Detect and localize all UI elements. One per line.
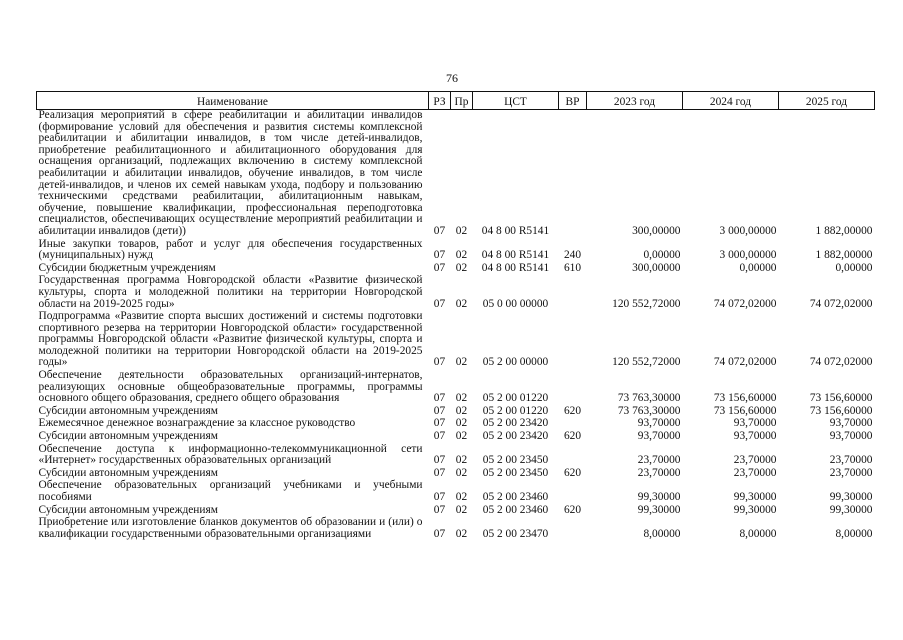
row-2024: 74 072,02000 — [713, 297, 777, 310]
row-cst: 04 8 00 R5141 — [481, 224, 550, 237]
row-2025: 74 072,02000 — [809, 356, 873, 369]
row-name: Субсидии автономным учреждениям — [38, 404, 218, 417]
row-pr: 02 — [455, 417, 468, 430]
row-rz: 07 — [433, 527, 446, 540]
row-rz: 07 — [433, 392, 446, 405]
row-2025: 73 156,60000 — [809, 404, 873, 417]
table-row — [37, 480, 875, 504]
row-rz: 07 — [433, 224, 446, 237]
row-cst: 05 2 00 00000 — [482, 356, 549, 369]
row-vr — [559, 370, 587, 406]
row-cst: 05 0 00 00000 — [482, 297, 549, 310]
table-row — [37, 370, 875, 406]
row-pr: 02 — [455, 356, 468, 369]
row-name: Подпрограмма «Развитие спорта высших достижений и системы подготовки спортивного резерва на территории Новгородской области» государственной программы Новгородской области «Развитие физической культуры, спорта и молодежной политики на территории Новгородской области на 2019-2025 годы» — [38, 310, 423, 369]
header-vr: ВР — [559, 92, 587, 110]
row-pr: 02 — [455, 491, 468, 503]
row-vr: 620 — [563, 466, 582, 479]
row-vr — [559, 311, 587, 370]
row-2024: 73 156,60000 — [713, 392, 777, 405]
row-cst: 05 2 00 23420 — [482, 430, 549, 443]
table-row — [37, 275, 875, 311]
row-pr: 02 — [455, 249, 468, 262]
row-name: Субсидии автономным учреждениям — [38, 503, 218, 516]
row-cst: 05 2 00 23470 — [482, 527, 549, 540]
row-cst: 05 2 00 23450 — [482, 466, 549, 479]
table-row — [37, 517, 875, 541]
row-2024: 3 000,00000 — [719, 249, 777, 262]
header-name: Наименование — [37, 92, 429, 110]
row-name: Обеспечение деятельности образовательных организаций-интернатов, реализующих основные общеобразовательные программы, программы основного общего образования, среднего общего образования — [38, 369, 423, 405]
table-header — [37, 92, 875, 110]
row-vr: 620 — [563, 503, 582, 516]
row-rz: 07 — [433, 249, 446, 262]
row-2023: 99,30000 — [637, 503, 681, 516]
row-name: Субсидии автономным учреждениям — [38, 466, 218, 479]
row-pr: 02 — [455, 454, 468, 467]
row-name: Ежемесячное денежное вознаграждение за классное руководство — [38, 417, 356, 430]
budget-table — [36, 91, 875, 541]
row-rz: 07 — [433, 297, 446, 310]
row-cst: 05 2 00 01220 — [482, 392, 549, 405]
header-2023: 2023 год — [587, 92, 683, 110]
row-rz: 07 — [433, 404, 446, 417]
row-cst: 05 2 00 01220 — [482, 404, 549, 417]
row-2023: 0,00000 — [643, 249, 681, 262]
row-vr — [559, 480, 587, 504]
row-name: Обеспечение образовательных организаций учебниками и учебными пособиями — [38, 479, 423, 503]
row-name: Реализация мероприятий в сфере реабилитации и абилитации инвалидов (формирование условий для обеспечения и развития системы комплексной реабилитации и абилитации инвалидов, в том числе детей-инвалидов, приобретение реабилитационного и абилитационного оборудования для оснащения организаций, подлежащих включению в систему комплексной реабилитации и абилитации инвалидов, обучение инвалидов, в том числе детей-инвалидов, и членов их семей навыкам ухода, подбору и пользованию техническими средствами реабилитации, абилитационным навыкам, обучение, повышение квалификации, профессиональная переподготовка специалистов, обеспечивающих осуществление мероприятий реабилитации и абилитации инвалидов (дети)) — [38, 109, 423, 237]
row-name: Обеспечение доступа к информационно-телекоммуникационной сети «Интернет» государственных образовательных организаций — [38, 442, 423, 467]
row-2023: 120 552,72000 — [612, 297, 681, 310]
row-rz: 07 — [433, 356, 446, 369]
row-pr: 02 — [455, 527, 468, 540]
row-2023: 23,70000 — [637, 466, 681, 479]
row-rz: 07 — [433, 261, 446, 274]
row-2024: 99,30000 — [733, 491, 777, 503]
row-2023: 120 552,72000 — [612, 356, 681, 369]
row-2025: 99,30000 — [829, 491, 873, 503]
row-vr — [559, 110, 587, 239]
row-2025: 99,30000 — [829, 503, 873, 516]
row-cst: 04 8 00 R5141 — [481, 261, 550, 274]
row-2024: 99,30000 — [733, 503, 777, 516]
header-rz: РЗ — [429, 92, 451, 110]
row-rz: 07 — [433, 466, 446, 479]
row-vr: 610 — [563, 261, 582, 274]
row-pr: 02 — [455, 392, 468, 405]
row-2024: 93,70000 — [733, 417, 777, 430]
row-2024: 74 072,02000 — [713, 356, 777, 369]
row-2025: 74 072,02000 — [809, 297, 873, 310]
row-2025: 0,00000 — [835, 261, 873, 274]
table-row — [37, 444, 875, 468]
row-2024: 3 000,00000 — [719, 224, 777, 237]
row-vr — [559, 275, 587, 311]
row-pr: 02 — [455, 503, 468, 516]
row-cst: 04 8 00 R5141 — [481, 249, 550, 262]
table-row — [37, 110, 875, 239]
row-2023: 93,70000 — [637, 430, 681, 443]
row-2023: 73 763,30000 — [617, 404, 681, 417]
row-pr: 02 — [455, 466, 468, 479]
table-row — [37, 431, 875, 444]
row-2023: 93,70000 — [637, 417, 681, 430]
header-cst: ЦСТ — [473, 92, 559, 110]
row-vr: 240 — [563, 249, 582, 262]
table-row — [37, 311, 875, 370]
row-cst: 05 2 00 23460 — [482, 491, 549, 503]
row-rz: 07 — [433, 491, 446, 503]
row-2023: 300,00000 — [632, 224, 681, 237]
row-vr: 620 — [563, 430, 582, 443]
row-2024: 0,00000 — [739, 261, 777, 274]
row-pr: 02 — [455, 261, 468, 274]
row-2023: 73 763,30000 — [617, 392, 681, 405]
row-cst: 05 2 00 23450 — [482, 454, 549, 467]
row-2023: 99,30000 — [637, 491, 681, 503]
row-vr — [559, 444, 587, 468]
row-2025: 1 882,00000 — [815, 249, 873, 262]
row-name: Субсидии бюджетным учреждениям — [38, 261, 216, 274]
table-row — [37, 239, 875, 263]
row-2024: 93,70000 — [733, 430, 777, 443]
row-pr: 02 — [455, 430, 468, 443]
row-2025: 8,00000 — [835, 527, 873, 540]
table-body — [37, 110, 875, 542]
row-pr: 02 — [455, 404, 468, 417]
row-2024: 73 156,60000 — [713, 404, 777, 417]
header-pr: Пр — [451, 92, 473, 110]
row-2025: 23,70000 — [829, 466, 873, 479]
row-vr: 620 — [563, 404, 582, 417]
row-vr — [559, 517, 587, 541]
row-pr: 02 — [455, 224, 468, 237]
header-2024: 2024 год — [683, 92, 779, 110]
row-name: Субсидии автономным учреждениям — [38, 430, 218, 443]
header-2025: 2025 год — [779, 92, 875, 110]
row-2025: 73 156,60000 — [809, 392, 873, 405]
row-name: Государственная программа Новгородской области «Развитие физической культуры, спорта и молодежной политики на территории Новгородской области на 2019-2025 годы» — [38, 274, 423, 310]
row-rz: 07 — [433, 454, 446, 467]
row-rz: 07 — [433, 503, 446, 516]
row-2025: 23,70000 — [829, 454, 873, 467]
row-cst: 05 2 00 23460 — [482, 503, 549, 516]
row-name: Приобретение или изготовление бланков документов об образовании и (или) о квалификации государственными образовательными организациями — [38, 516, 423, 540]
row-2024: 23,70000 — [733, 454, 777, 467]
row-cst: 05 2 00 23420 — [482, 417, 549, 430]
row-name: Иные закупки товаров, работ и услуг для обеспечения государственных (муниципальных) нужд — [38, 237, 423, 262]
row-2025: 93,70000 — [829, 430, 873, 443]
row-2024: 23,70000 — [733, 466, 777, 479]
page-number: 76 — [446, 71, 458, 85]
row-rz: 07 — [433, 430, 446, 443]
row-2023: 8,00000 — [643, 527, 681, 540]
row-2024: 8,00000 — [739, 527, 777, 540]
row-rz: 07 — [433, 417, 446, 430]
row-2023: 23,70000 — [637, 454, 681, 467]
row-2025: 93,70000 — [829, 417, 873, 430]
row-pr: 02 — [455, 297, 468, 310]
row-2025: 1 882,00000 — [815, 224, 873, 237]
row-2023: 300,00000 — [632, 261, 681, 274]
